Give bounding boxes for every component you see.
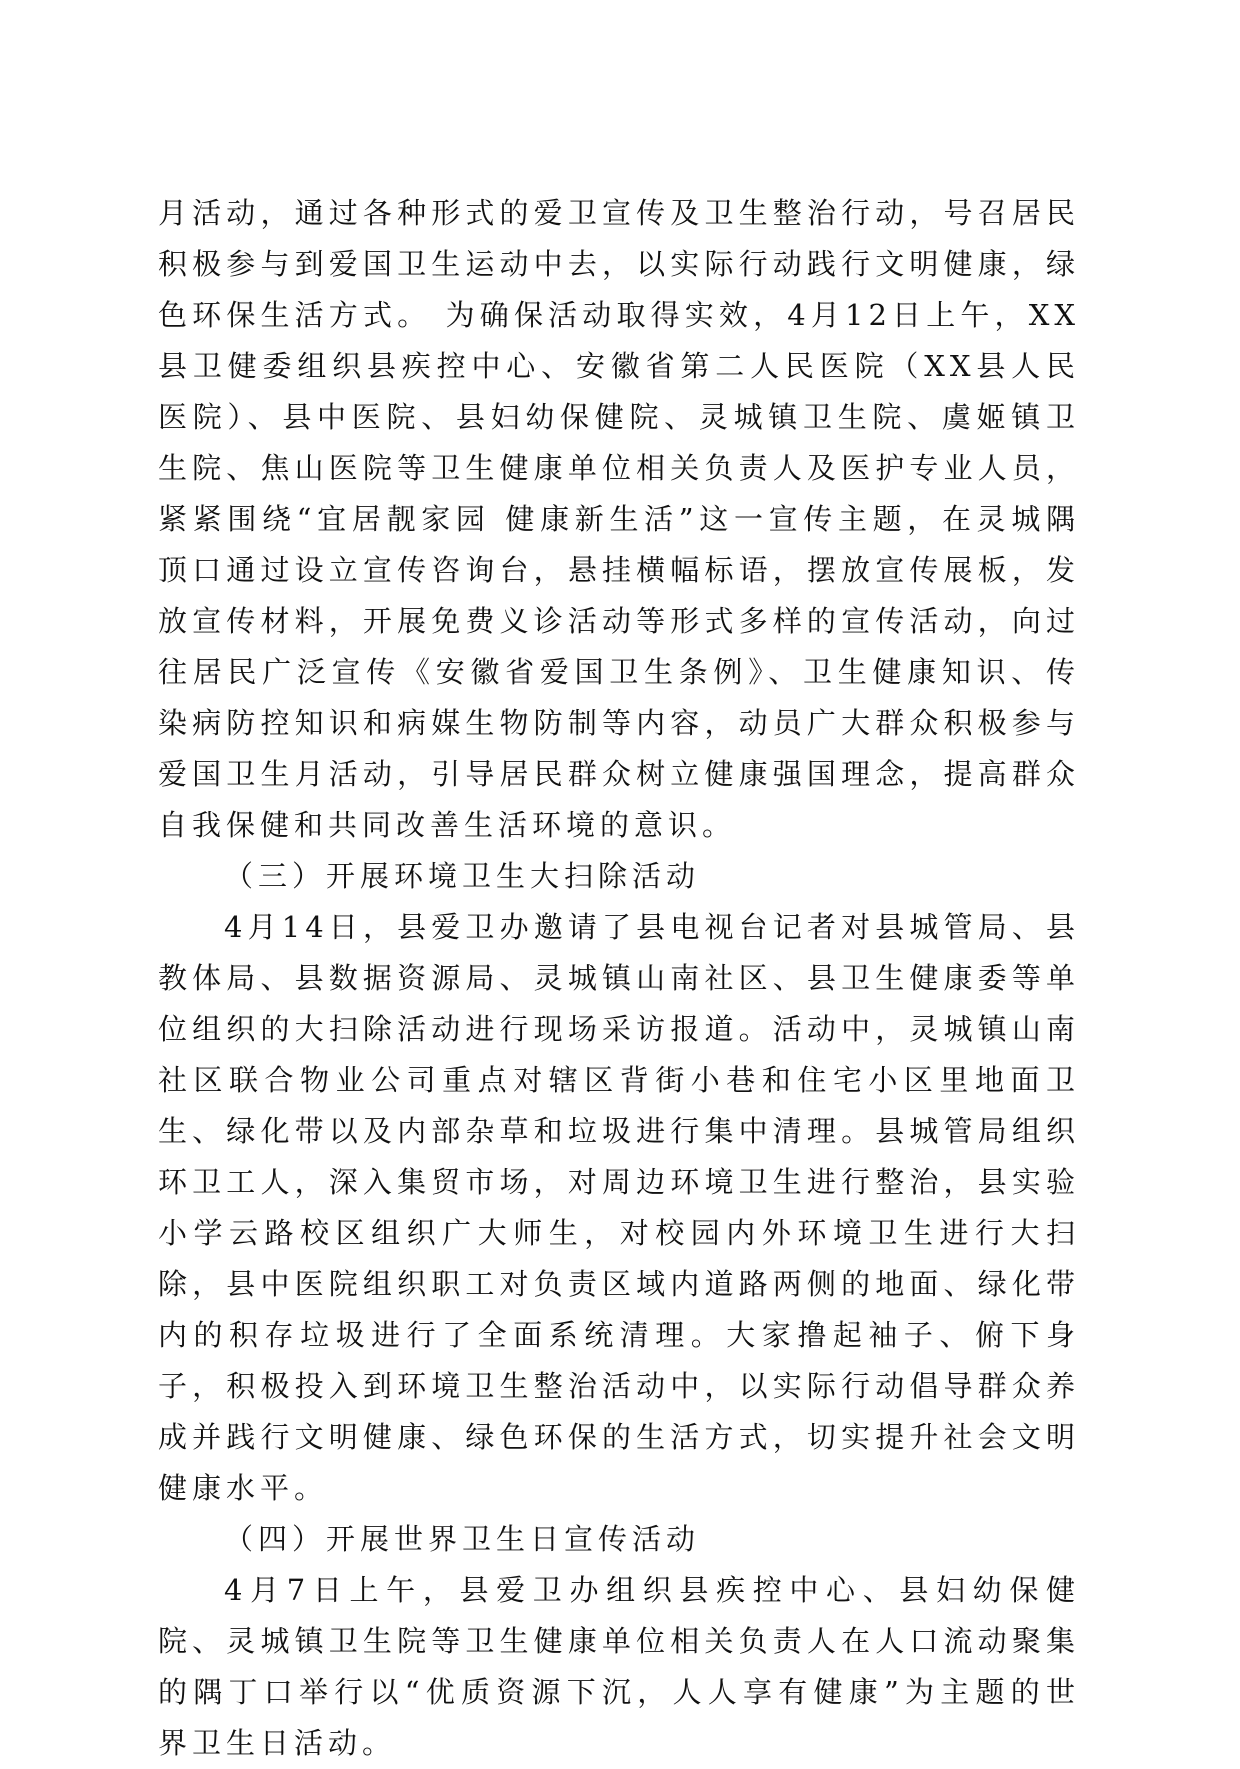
document-body bbox=[158, 188, 1080, 1769]
section-heading-world-health-day: （四）开展世界卫生日宣传活动 bbox=[224, 1522, 701, 1556]
paragraph-world-health-day: 4月7日上午，县爱卫办组织县疾控中心、县妇幼保健院、灵城镇卫生院等卫生健康单位相关负责人在人口流动聚集的隅丁口举行以“优质资源下沉，人人享有健康”为主题的世界卫生日活动。 bbox=[158, 1573, 1080, 1760]
section-heading-cleanup: （三）开展环境卫生大扫除活动 bbox=[224, 859, 701, 893]
paragraph-cleanup: 4月14日，县爱卫办邀请了县电视台记者对县城管局、县教体局、县数据资源局、灵城镇山南社区、县卫生健康委等单位组织的大扫除活动进行现场采访报道。活动中，灵城镇山南社区联合物业公司重点对辖区背街小巷和住宅小区里地面卫生、绿化带以及内部杂草和垃圾进行集中清理。县城管局组织环卫工人，深入集贸市场，对周边环境卫生进行整治，县实验小学云路校区组织广大师生，对校园内外环境卫生进行大扫除，县中医院组织职工对负责区域内道路两侧的地面、绿化带内的积存垃圾进行了全面系统清理。大家撸起袖子、俯下身子，积极投入到环境卫生整治活动中，以实际行动倡导群众养成并践行文明健康、绿色环保的生活方式，切实提升社会文明健康水平。 bbox=[158, 910, 1080, 1505]
paragraph-activity-month: 月活动，通过各种形式的爱卫宣传及卫生整治行动，号召居民积极参与到爱国卫生运动中去，以实际行动践行文明健康，绿色环保生活方式。 为确保活动取得实效，4月12日上午，XX县卫健委组织县疾控中心、安徽省第二人民医院（XX县人民医院）、县中医院、县妇幼保健院、灵城镇卫生院、虞姬镇卫生院、焦山医院等卫生健康单位相关负责人及医护专业人员，紧紧围绕“宜居靓家园 健康新生活”这一宣传主题，在灵城隅顶口通过设立宣传咨询台，悬挂横幅标语，摆放宣传展板，发放宣传材料，开展免费义诊活动等形式多样的宣传活动，向过往居民广泛宣传《安徽省爱国卫生条例》、卫生健康知识、传染病防控知识和病媒生物防制等内容，动员广大群众积极参与爱国卫生月活动，引导居民群众树立健康强国理念，提高群众自我保健和共同改善生活环境的意识。 bbox=[158, 196, 1080, 842]
